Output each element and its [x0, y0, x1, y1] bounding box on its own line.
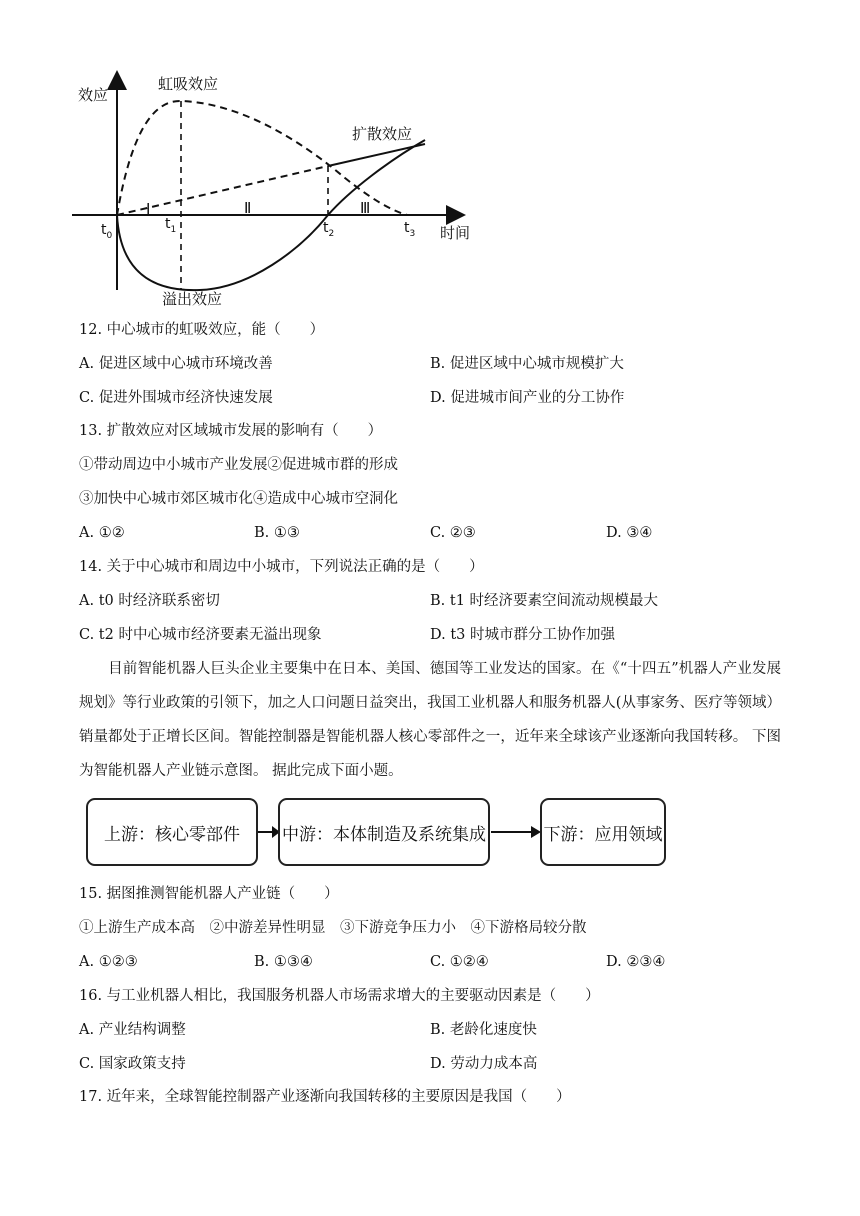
stage-2-label: Ⅱ [244, 199, 252, 217]
q17-stem: 17. 近年来，全球智能控制器产业逐渐向我国转移的主要原因是我国（ ） [79, 1089, 571, 1105]
siphon-label: 虹吸效应 [158, 75, 219, 93]
passage [79, 652, 781, 788]
x-axis-label: 时间 [440, 224, 471, 242]
q14-option-a[interactable]: A. t0 时经济联系密切 [79, 593, 220, 609]
q13-statement-line-1: ①带动周边中小城市产业发展②促进城市群的形成 [79, 457, 398, 473]
q13-option-c[interactable]: C. ②③ [430, 525, 476, 541]
stage-1-label: Ⅰ [146, 200, 151, 218]
q15-option-c[interactable]: C. ①②④ [430, 954, 489, 970]
q15-option-d[interactable]: D. ②③④ [606, 954, 666, 970]
y-axis-label: 效应 [78, 86, 109, 104]
chain-upstream-box [86, 798, 258, 866]
chain-midstream-box [278, 798, 490, 866]
chain-downstream-label: 下游：应用领域 [543, 824, 663, 845]
q14-option-d[interactable]: D. t3 时城市群分工协作加强 [430, 627, 615, 643]
chain-downstream-box [540, 798, 666, 866]
q14-option-b[interactable]: B. t1 时经济要素空间流动规模最大 [430, 593, 659, 609]
q16-option-a[interactable]: A. 产业结构调整 [79, 1022, 186, 1038]
t1-label: $t_1$ [165, 216, 177, 235]
urban-effects-diagram [0, 0, 860, 312]
q12-option-a[interactable]: A. 促进区域中心城市环境改善 [79, 356, 273, 372]
q13-option-a[interactable]: A. ①② [79, 525, 125, 541]
arrow-right-icon [489, 822, 543, 842]
t2-label: $t_2$ [323, 220, 335, 239]
q13-option-b[interactable]: B. ①③ [254, 525, 300, 541]
q13-option-d[interactable]: D. ③④ [606, 525, 653, 541]
chain-midstream-label: 中游：本体制造及系统集成 [282, 824, 486, 845]
q15-statement-line-1: ①上游生产成本高 ②中游差异性明显 ③下游竞争压力小 ④下游格局较分散 [79, 920, 587, 936]
q16-option-b[interactable]: B. 老龄化速度快 [430, 1022, 537, 1038]
q16-option-d[interactable]: D. 劳动力成本高 [430, 1056, 538, 1072]
t0-label: $t_0$ [101, 222, 113, 241]
q13-statement-line-2: ③加快中心城市郊区城市化④造成中心城市空洞化 [79, 491, 398, 507]
q13-stem: 13. 扩散效应对区域城市发展的影响有（ ） [79, 423, 383, 439]
diffusion-label: 扩散效应 [352, 125, 413, 143]
q12-option-b[interactable]: B. 促进区域中心城市规模扩大 [430, 356, 624, 372]
stage-3-label: Ⅲ [360, 199, 371, 217]
q12-option-c[interactable]: C. 促进外围城市经济快速发展 [79, 390, 273, 406]
q15-stem: 15. 据图推测智能机器人产业链（ ） [79, 886, 339, 902]
diffusion-line-solid [328, 144, 425, 166]
q12-option-d[interactable]: D. 促进城市间产业的分工协作 [430, 390, 625, 406]
q14-option-c[interactable]: C. t2 时中心城市经济要素无溢出现象 [79, 627, 322, 643]
q16-option-c[interactable]: C. 国家政策支持 [79, 1056, 186, 1072]
chain-upstream-label: 上游：核心零部件 [104, 824, 240, 845]
q14-stem: 14. 关于中心城市和周边中小城市，下列说法正确的是（ ） [79, 559, 484, 575]
passage-text: 目前智能机器人巨头企业主要集中在日本、美国、德国等工业发达的国家。在《“十四五”机器人产业发展规划》等行业政策的引领下，加之人口问题日益突出，我国工业机器人和服务机器人(从事家务、医疗等领域）销量都处于正增长区间。智能控制器是智能机器人核心零部件之一，近年来全球该产业逐渐向我国转移。 下图为智能机器人产业链示意图。 据此完成下面小题。 [79, 661, 781, 779]
q12-stem: 12. 中心城市的虹吸效应，能（ ） [79, 322, 325, 338]
q16-stem: 16. 与工业机器人相比，我国服务机器人市场需求增大的主要驱动因素是（ ） [79, 988, 600, 1004]
spillover-label: 溢出效应 [162, 290, 223, 308]
t3-label: $t_3$ [404, 220, 416, 239]
q15-option-b[interactable]: B. ①③④ [254, 954, 313, 970]
q15-option-a[interactable]: A. ①②③ [79, 954, 138, 970]
